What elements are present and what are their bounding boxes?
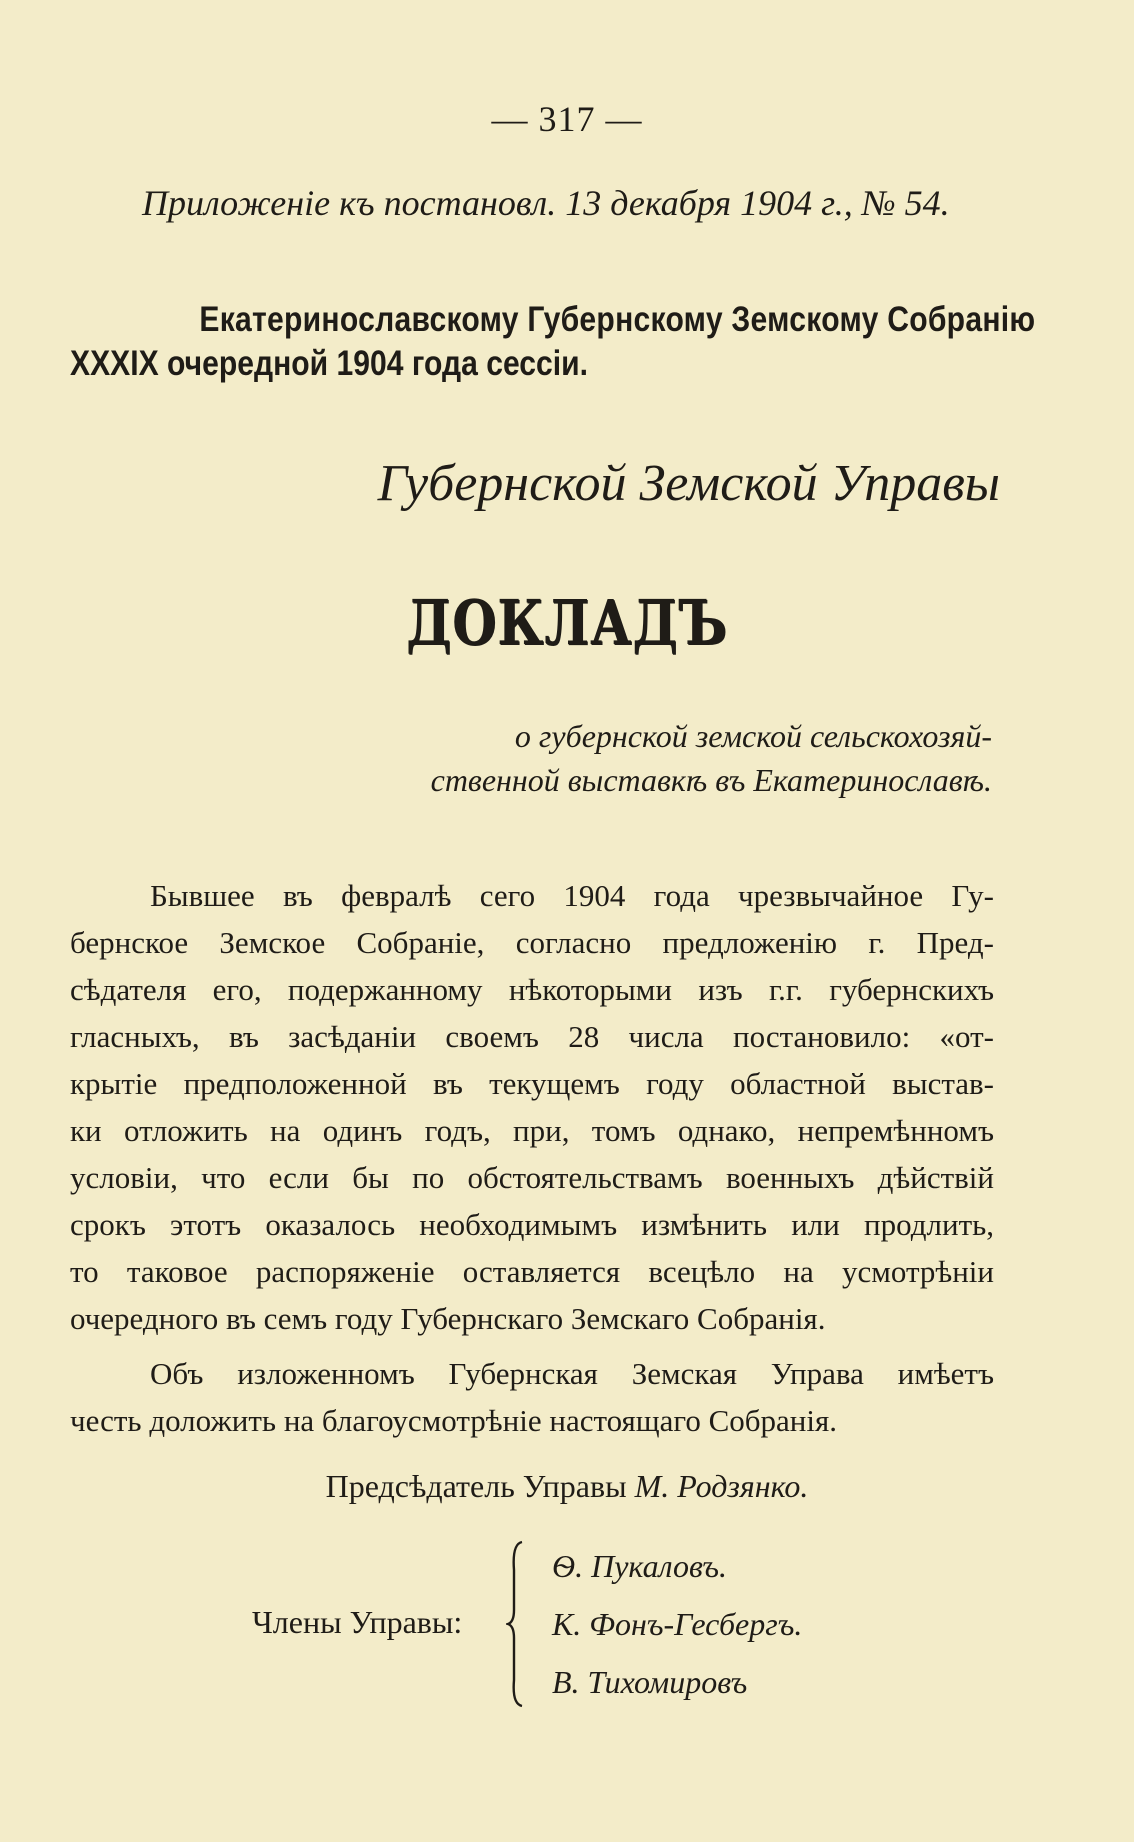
addressee-line-1: Екатеринославскому Губернскому Земскому Собранію [199, 300, 1036, 339]
paragraph-line: ки отложить на одинъ годъ, при, томъ однако, непремѣнномъ [70, 1113, 994, 1148]
members-label: Члены Управы: [252, 1604, 463, 1640]
subject-line-2: ственной выставкѣ въ Екатеринославѣ. [430, 762, 992, 798]
addressee-line-2: XXXIX очередной 1904 года сессіи. [70, 344, 589, 383]
authority-line: Губернской Земской Управы [377, 455, 1000, 512]
appendix-line: Приложеніе къ постановл. 13 декабря 1904 г., № 54. [142, 183, 950, 223]
paragraph-line: бернское Земское Собраніе, согласно предложенію г. Пред- [70, 925, 994, 960]
member-name: К. Фонъ-Гесбергъ. [552, 1606, 803, 1642]
paragraph-line: то таковое распоряженіе оставляется всецѣло на усмотрѣніи [70, 1254, 994, 1289]
curly-brace [506, 1540, 526, 1708]
page-number: — 317 — [491, 99, 643, 139]
report-title: ДОКЛАДЪ [406, 586, 728, 659]
paragraph-line: условіи, что если бы по обстоятельствамъ военныхъ дѣйствій [70, 1160, 994, 1195]
chairman-label: Предсѣдатель Управы [325, 1468, 627, 1504]
paragraph-line: Объ изложенномъ Губернская Земская Управа имѣетъ [150, 1356, 994, 1391]
paragraph-line: крытіе предположенной въ текущемъ году областной выстав- [70, 1066, 994, 1101]
chairman-signature [0, 1468, 1134, 1505]
paragraph-line: сѣдателя его, подержанному нѣкоторыми изъ г.г. губернскихъ [70, 972, 994, 1007]
member-name: В. Тихомировъ [552, 1664, 748, 1700]
paragraph-1 [70, 872, 994, 1342]
paragraph-2 [70, 1350, 994, 1444]
paragraph-line: срокъ этотъ оказалось необходимымъ измѣнить или продлить, [70, 1207, 994, 1242]
paragraph-line: очередного въ семъ году Губернскаго Земскаго Собранія. [70, 1301, 826, 1336]
paragraph-line: гласныхъ, въ засѣданіи своемъ 28 числа постановило: «от- [70, 1019, 994, 1054]
chairman-name: М. Родзянко. [634, 1468, 809, 1504]
paragraph-line: честь доложить на благоусмотрѣніе настоящаго Собранія. [70, 1403, 838, 1438]
paragraph-line: Бывшее въ февралѣ сего 1904 года чрезвычайное Гу- [150, 878, 994, 913]
subject-line-1: о губернской земской сельскохозяй- [514, 718, 992, 754]
member-name: Ѳ. Пукаловъ. [552, 1548, 728, 1584]
